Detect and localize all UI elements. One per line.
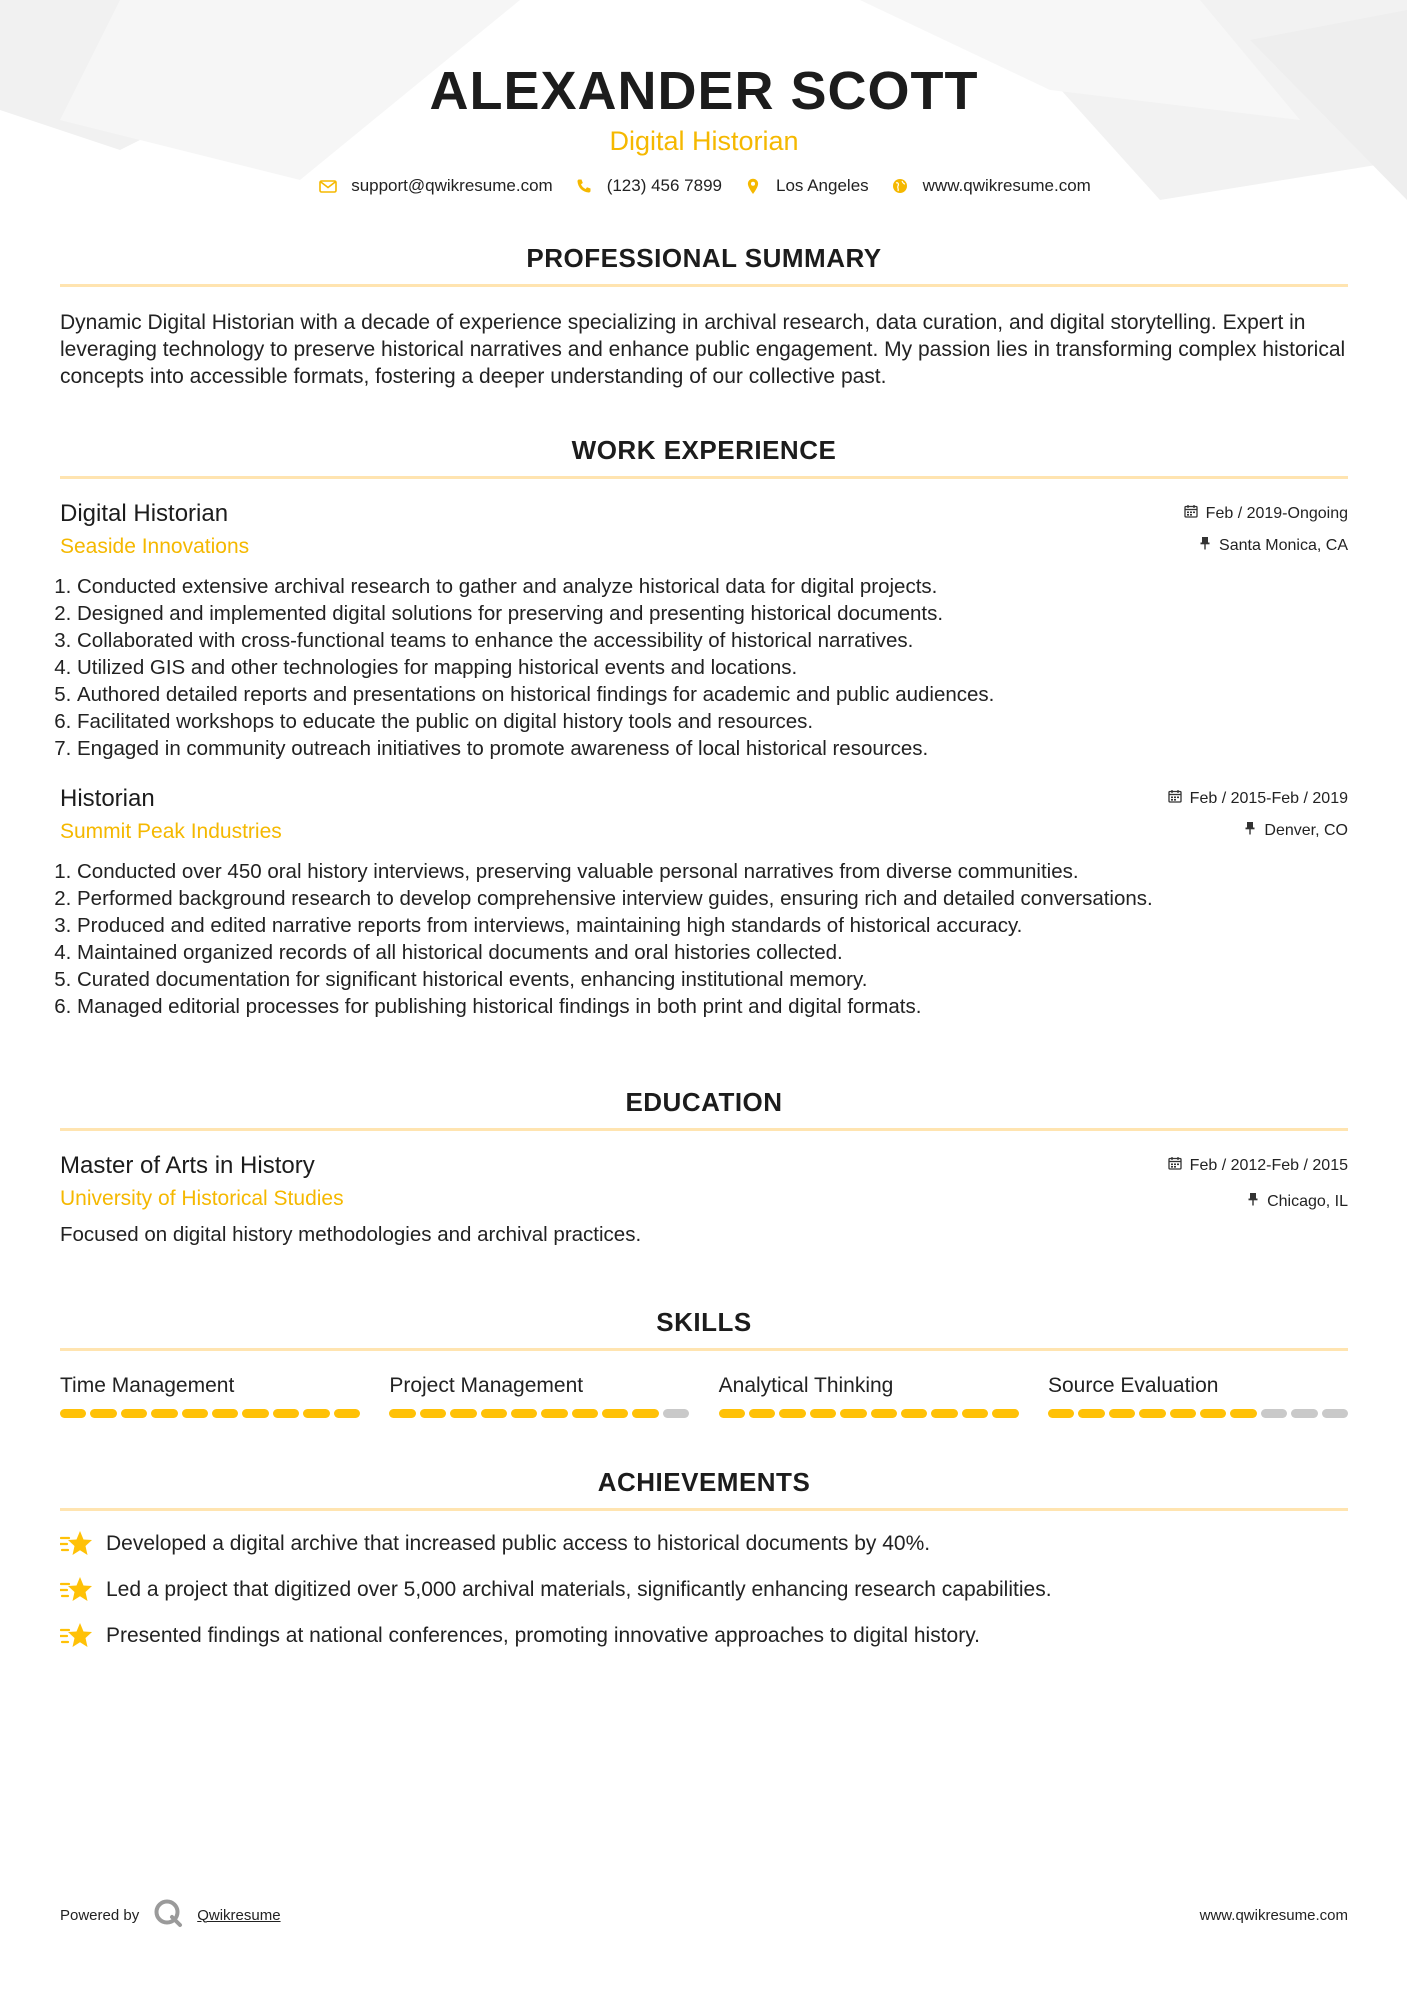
section-divider: [60, 1128, 1348, 1131]
summary-section: [60, 242, 1348, 390]
skill-name: Analytical Thinking: [718, 1374, 894, 1397]
company-name: Summit Peak Industries: [60, 820, 282, 843]
star-icon: [60, 1529, 92, 1559]
rating-dot-filled: [303, 1409, 329, 1418]
list-item: 6. Managed editorial processes for publishing historical findings in both print and digital formats.: [77, 993, 1348, 1020]
calendar-icon: [1184, 503, 1198, 525]
rating-dot-empty: [1261, 1409, 1287, 1418]
skills-section: [60, 1306, 1348, 1418]
job-dates: Feb / 2019-Ongoing: [1205, 505, 1348, 522]
job-dates: Feb / 2015-Feb / 2019: [1189, 790, 1348, 807]
footer-website[interactable]: www.qwikresume.com: [1199, 1906, 1348, 1924]
rating-dot-empty: [663, 1409, 689, 1418]
contact-email[interactable]: [317, 176, 553, 196]
resume-page: [60, 0, 1348, 1651]
page-footer: [60, 1898, 1348, 1932]
degree-title: Master of Arts in History: [60, 1152, 315, 1179]
list-item: 3. Produced and edited narrative reports from interviews, maintaining high standards of historical accuracy.: [77, 912, 1348, 939]
rating-dot-filled: [1078, 1409, 1104, 1418]
skill-item: [719, 1373, 1019, 1418]
rating-dot-filled: [602, 1409, 628, 1418]
rating-dot-filled: [810, 1409, 836, 1418]
rating-dot-filled: [840, 1409, 866, 1418]
rating-dot-empty: [1291, 1409, 1317, 1418]
rating-dot-filled: [420, 1409, 446, 1418]
resume-header: [60, 0, 1348, 196]
pushpin-icon: [1199, 535, 1211, 557]
skill-rating: [719, 1409, 1019, 1418]
website-text: www.qwikresume.com: [922, 176, 1091, 195]
skill-name: Source Evaluation: [1047, 1374, 1219, 1397]
skill-item: [1048, 1373, 1348, 1418]
rating-dot-filled: [962, 1409, 988, 1418]
rating-dot-filled: [1109, 1409, 1135, 1418]
list-item: [60, 1529, 1348, 1559]
rating-dot-filled: [242, 1409, 268, 1418]
education-dates: Feb / 2012-Feb / 2015: [1189, 1157, 1348, 1174]
list-item: 5. Authored detailed reports and presentations on historical findings for academic and public audiences.: [77, 681, 1348, 708]
job-entry: [60, 784, 1348, 1020]
achievement-text: Led a project that digitized over 5,000 archival materials, significantly enhancing research capabilities.: [106, 1578, 1052, 1601]
list-item: [60, 1621, 1348, 1651]
company-name: Seaside Innovations: [60, 535, 250, 558]
rating-dot-filled: [212, 1409, 238, 1418]
job-title: Digital Historian: [60, 500, 229, 527]
skill-item: [60, 1373, 360, 1418]
pushpin-icon: [1247, 1191, 1259, 1213]
candidate-name: ALEXANDER SCOTT: [429, 61, 979, 121]
rating-dot-filled: [1230, 1409, 1256, 1418]
star-icon: [60, 1621, 92, 1651]
job-title: Historian: [60, 785, 155, 812]
education-section: [60, 1086, 1348, 1248]
list-item: [60, 1575, 1348, 1605]
rating-dot-filled: [1200, 1409, 1226, 1418]
contact-phone[interactable]: [573, 176, 722, 196]
qwikresume-logo-icon: [153, 1898, 183, 1932]
job-location: Santa Monica, CA: [1219, 537, 1348, 554]
rating-dot-filled: [931, 1409, 957, 1418]
rating-dot-filled: [151, 1409, 177, 1418]
calendar-icon: [1168, 1155, 1182, 1177]
globe-icon: [889, 177, 911, 195]
job-entry: [60, 499, 1348, 762]
achievements-section: [60, 1466, 1348, 1651]
contact-location: [742, 176, 869, 196]
achievement-text: Presented findings at national conferences, promoting innovative approaches to digital history.: [106, 1624, 980, 1647]
skills-row: [60, 1373, 1348, 1418]
phone-icon: [573, 177, 595, 195]
list-item: 4. Maintained organized records of all historical documents and oral histories collected.: [77, 939, 1348, 966]
rating-dot-filled: [779, 1409, 805, 1418]
education-location: Chicago, IL: [1267, 1193, 1348, 1210]
list-item: 2. Designed and implemented digital solutions for preserving and presenting historical documents.: [77, 600, 1348, 627]
powered-by-label: Powered by: [60, 1906, 140, 1924]
achievements-heading: ACHIEVEMENTS: [597, 1467, 811, 1497]
experience-heading: WORK EXPERIENCE: [571, 435, 837, 465]
rating-dot-filled: [60, 1409, 86, 1418]
email-text: support@qwikresume.com: [351, 176, 553, 195]
job-duties-list: [60, 858, 1348, 1020]
job-duties-list: [60, 573, 1348, 762]
skill-rating: [1048, 1409, 1348, 1418]
skill-rating: [389, 1409, 689, 1418]
powered-by: [60, 1898, 281, 1932]
contact-bar: [60, 176, 1348, 196]
section-divider: [60, 1508, 1348, 1511]
rating-dot-filled: [273, 1409, 299, 1418]
phone-text: (123) 456 7899: [606, 176, 723, 195]
rating-dot-filled: [901, 1409, 927, 1418]
list-item: 2. Performed background research to develop comprehensive interview guides, ensuring rich and detailed conversations.: [77, 885, 1348, 912]
location-text: Los Angeles: [776, 176, 869, 195]
rating-dot-filled: [1048, 1409, 1074, 1418]
rating-dot-filled: [572, 1409, 598, 1418]
list-item: 6. Facilitated workshops to educate the public on digital history tools and resources.: [77, 708, 1348, 735]
rating-dot-filled: [389, 1409, 415, 1418]
list-item: 4. Utilized GIS and other technologies for mapping historical events and locations.: [77, 654, 1348, 681]
skill-item: [389, 1373, 689, 1418]
candidate-title: Digital Historian: [609, 126, 799, 156]
rating-dot-filled: [90, 1409, 116, 1418]
list-item: 5. Curated documentation for significant historical events, enhancing institutional memory.: [77, 966, 1348, 993]
rating-dot-filled: [121, 1409, 147, 1418]
skill-name: Project Management: [389, 1374, 584, 1397]
rating-dot-filled: [749, 1409, 775, 1418]
section-divider: [60, 284, 1348, 287]
job-location: Denver, CO: [1264, 822, 1348, 839]
envelope-icon: [317, 177, 339, 195]
list-item: 1. Conducted extensive archival research to gather and analyze historical data for digital projects.: [77, 573, 1348, 600]
education-description: Focused on digital history methodologies and archival practices.: [60, 1223, 642, 1246]
rating-dot-filled: [719, 1409, 745, 1418]
rating-dot-filled: [541, 1409, 567, 1418]
school-name: University of Historical Studies: [60, 1187, 344, 1210]
summary-text: Dynamic Digital Historian with a decade of experience specializing in archival research, data curation, and digital storytelling. Expert in leveraging technology to preserve historical narratives and enhance public engagement. My passion lies in transforming complex historical concepts into accessible formats, fostering a deeper understanding of our collective past.: [60, 311, 1346, 388]
rating-dot-empty: [1322, 1409, 1348, 1418]
achievement-text: Developed a digital archive that increased public access to historical documents by 40%.: [106, 1532, 931, 1555]
star-icon: [60, 1575, 92, 1605]
skills-heading: SKILLS: [656, 1307, 752, 1337]
map-pin-icon: [742, 177, 764, 195]
brand-link[interactable]: Qwikresume: [197, 1906, 281, 1924]
rating-dot-filled: [182, 1409, 208, 1418]
rating-dot-filled: [511, 1409, 537, 1418]
rating-dot-filled: [1170, 1409, 1196, 1418]
rating-dot-filled: [992, 1409, 1018, 1418]
pushpin-icon: [1244, 820, 1256, 842]
rating-dot-filled: [481, 1409, 507, 1418]
summary-heading: PROFESSIONAL SUMMARY: [526, 243, 882, 273]
education-heading: EDUCATION: [625, 1087, 783, 1117]
rating-dot-filled: [1139, 1409, 1165, 1418]
calendar-icon: [1168, 788, 1182, 810]
skill-name: Time Management: [60, 1374, 235, 1397]
contact-website[interactable]: [889, 176, 1091, 196]
rating-dot-filled: [871, 1409, 897, 1418]
skill-rating: [60, 1409, 360, 1418]
list-item: 7. Engaged in community outreach initiatives to promote awareness of local historical resources.: [77, 735, 1348, 762]
section-divider: [60, 476, 1348, 479]
achievements-list: [60, 1529, 1348, 1651]
rating-dot-filled: [632, 1409, 658, 1418]
rating-dot-filled: [450, 1409, 476, 1418]
rating-dot-filled: [334, 1409, 360, 1418]
list-item: 1. Conducted over 450 oral history interviews, preserving valuable personal narratives from diverse communities.: [77, 858, 1348, 885]
section-divider: [60, 1348, 1348, 1351]
list-item: 3. Collaborated with cross-functional teams to enhance the accessibility of historical narratives.: [77, 627, 1348, 654]
experience-section: [60, 434, 1348, 1020]
